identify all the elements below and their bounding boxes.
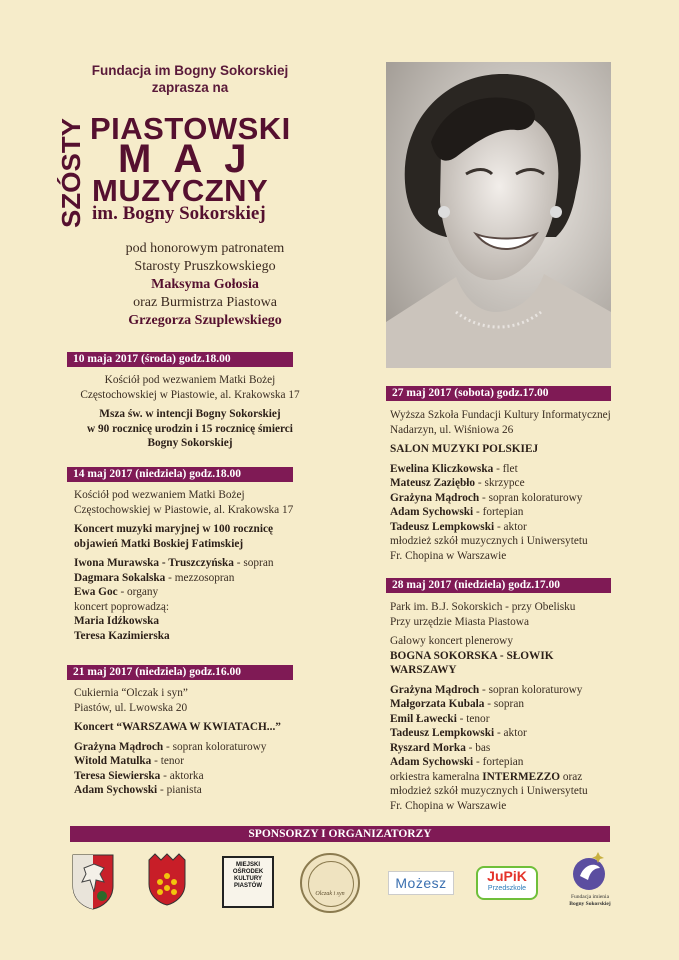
header-line-1: Fundacja im Bogny Sokorskiej [91, 63, 289, 78]
event-2-host-label: koncert poprowadzą: [74, 600, 170, 613]
event-5-details [390, 600, 630, 813]
event-5-performer-3: Emil Ławecki - tenor [390, 712, 490, 725]
event-4-performer-5: Tadeusz Lempkowski - aktor [390, 520, 527, 533]
szosty-text: SZÓSTY [56, 123, 86, 228]
event-5-place-2: Przy urzędzie Miasta Piastowa [390, 615, 529, 628]
event-5-subtitle: Galowy koncert plenerowy [390, 635, 513, 647]
event-2-host-2: Teresa Kazimierska [74, 629, 170, 642]
event-3-place-1: Cukiernia “Olczak i syn” [74, 687, 188, 699]
event-2-performer-2: Dagmara Sokalska - mezzosopran [74, 571, 235, 584]
event-5-orchestra: orkiestra kameralna INTERMEZZO oraz [390, 770, 583, 783]
portrait-illustration [386, 62, 611, 368]
event-3-performer-2: Witold Matulka - tenor [74, 755, 184, 767]
pruszkow-county-coat-of-arms-logo [70, 852, 116, 910]
patronage-line-5: Grzegorza Szuplewskiego [128, 313, 282, 328]
event-5-performer-5: Ryszard Morka - bas [390, 741, 491, 754]
vertical-title-szosty [56, 118, 86, 230]
mozesz-logo: Możesz [388, 871, 454, 895]
event-5-students-1: młodzież szkół muzycznych i Uniwersytetu [390, 785, 588, 797]
title-line-3: MUZYCZNY [92, 173, 269, 208]
organizer-header [40, 62, 340, 96]
patronage-line-4: oraz Burmistrza Piastowa [133, 295, 277, 310]
event-1-details [60, 373, 320, 451]
olczak-i-syn-logo: Olczak i syn [300, 853, 360, 913]
event-5-performer-2: Małgorzata Kubala - sopran [390, 698, 524, 710]
jupik-preschool-logo: JuPiK Przedszkole [476, 866, 538, 900]
header-line-2: zaprasza na [151, 80, 229, 95]
mok-piastow-logo: MIEJSKI OŚRODEK KULTURY PIASTÓW [222, 856, 274, 908]
event-3-performer-1: Grażyna Mądroch - sopran koloraturowy [74, 740, 267, 753]
patronage-line-1: pod honorowym patronatem [125, 241, 285, 256]
fundacja-bird-logo [566, 850, 612, 892]
portrait-photo [386, 62, 611, 368]
event-1-title-3: Bogny Sokorskiej [147, 437, 233, 449]
event-1-place-2: Częstochowskiej w Piastowie, al. Krakowska 17 [80, 388, 300, 401]
event-3-place-2: Piastów, ul. Lwowska 20 [74, 701, 188, 714]
event-2-host-1: Maria Idźkowska [74, 615, 160, 627]
patronage-line-2: Starosty Pruszkowskiego [134, 259, 276, 274]
event-2-performer-1: Iwona Murawska - Truszczyńska - sopran [74, 557, 274, 569]
event-2-place-1: Kościół pod wezwaniem Matki Bożej [74, 489, 245, 501]
event-3-performer-3: Teresa Siewierska - aktorka [74, 769, 204, 782]
event-3-performer-4: Adam Sychowski - pianista [74, 784, 202, 796]
event-2-date-bar: 14 maj 2017 (niedziela) godz.18.00 [67, 467, 293, 482]
event-3-details [74, 686, 334, 798]
patronage-block [40, 240, 370, 330]
event-4-performer-2: Mateusz Zaziębło - skrzypce [390, 477, 525, 489]
event-2-title-2: objawień Matki Boskiej Fatimskiej [74, 537, 244, 550]
title-line-1: PIASTOWSKI [90, 111, 291, 146]
event-1-title-2: w 90 rocznicę urodzin i 15 rocznicę śmierci [87, 422, 293, 435]
event-4-students-1: młodzież szkół muzycznych i Uniwersytetu [390, 535, 588, 547]
title-line-2: MAJ [118, 137, 269, 181]
event-4-place-1: Wyższa Szkoła Fundacji Kultury Informatycznej [390, 409, 611, 421]
patronage-line-3: Maksyma Gołosia [151, 277, 259, 292]
event-5-place-1: Park im. B.J. Sokorskich - przy Obelisku [390, 601, 576, 613]
event-5-title-1: BOGNA SOKORSKA - SŁOWIK [390, 649, 554, 662]
event-5-performer-6: Adam Sychowski - fortepian [390, 756, 524, 768]
sponsors-bar: SPONSORZY I ORGANIZATORZY [70, 826, 610, 842]
event-4-date-bar: 27 maj 2017 (sobota) godz.17.00 [386, 386, 611, 401]
event-1-title-1: Msza św. w intencji Bogny Sokorskiej [99, 408, 281, 420]
event-2-title-1: Koncert muzyki maryjnej w 100 rocznicę [74, 523, 274, 535]
event-4-title: SALON MUZYKI POLSKIEJ [390, 443, 539, 455]
fundacja-logo-caption: Fundacja imienia Bogny Sokorskiej [569, 894, 611, 907]
event-5-students-2: Fr. Chopina w Warszawie [390, 799, 507, 812]
event-5-date-bar: 28 maj 2017 (niedziela) godz.17.00 [386, 578, 611, 593]
event-1-place-1: Kościół pod wezwaniem Matki Bożej [104, 374, 276, 386]
event-4-performer-4: Adam Sychowski - fortepian [390, 506, 524, 518]
event-4-place-2: Nadarzyn, ul. Wiśniowa 26 [390, 423, 514, 436]
event-4-details [390, 408, 630, 563]
event-3-date-bar: 21 maj 2017 (niedziela) godz.16.00 [67, 665, 293, 680]
event-4-performer-3: Grażyna Mądroch - sopran koloraturowy [390, 491, 583, 504]
event-1-date-bar: 10 maja 2017 (środa) godz.18.00 [67, 352, 293, 367]
event-2-performer-3: Ewa Goc - organy [74, 586, 159, 598]
event-5-title-2: WARSZAWY [390, 664, 457, 676]
event-4-performer-1: Ewelina Kliczkowska - flet [390, 462, 518, 475]
title-line-4: im. Bogny Sokorskiej [92, 203, 266, 224]
piastow-coat-of-arms-logo [147, 852, 187, 906]
event-5-performer-1: Grażyna Mądroch - sopran koloraturowy [390, 683, 583, 696]
event-2-details [74, 488, 334, 643]
event-4-students-2: Fr. Chopina w Warszawie [390, 549, 507, 562]
event-2-place-2: Częstochowskiej w Piastowie, al. Krakowska 17 [74, 503, 294, 516]
event-5-performer-4: Tadeusz Lempkowski - aktor [390, 727, 527, 739]
event-3-title: Koncert “WARSZAWA W KWIATACH...” [74, 721, 281, 733]
